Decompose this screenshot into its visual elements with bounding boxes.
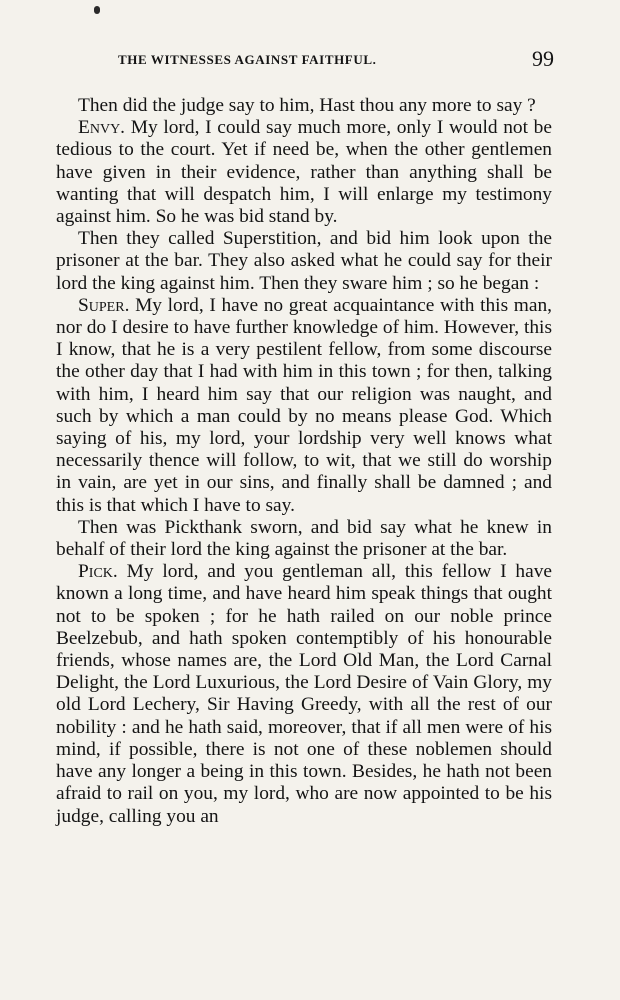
speaker-label: Pick.: [78, 561, 118, 583]
ink-speck: [94, 6, 100, 14]
paragraph-text: Then was Pickthank sworn, and bid say what he knew in behalf of their lord the king against the prisoner at the bar.: [56, 516, 552, 561]
body-text: [56, 95, 552, 828]
paragraph: [56, 117, 552, 228]
paragraph: [56, 295, 552, 517]
paragraph: [56, 517, 552, 561]
running-title: THE WITNESSES AGAINST FAITHFUL.: [118, 52, 377, 67]
page-header: [0, 46, 620, 76]
page-number: 99: [532, 46, 554, 71]
paragraph: [56, 95, 552, 117]
paragraph-text: Then they called Superstition, and bid him look upon the prisoner at the bar. They also asked what he could say for their lord the king against him. Then they sware him ; so he began :: [56, 228, 552, 294]
paragraph: [56, 228, 552, 295]
paragraph-text: My lord, I could say much more, only I would not be tedious to the court. Yet if need be, when the other gentlemen have given in their evidence, rather than anything shall be wanting that will despatch him, I will enlarge my testimony against him. So he was bid stand by.: [56, 117, 552, 228]
speaker-label: Super.: [78, 294, 130, 316]
paragraph-text: My lord, I have no great acquaintance with this man, nor do I desire to have further knowledge of him. However, this I know, that he is a very pestilent fellow, from some discourse the other day that I had with him in this town ; for then, talking with him, I heard him say that our religion was naught, and such by which a man could by no means please God. Which saying of his, my lord, your lordship very well knows what necessarily thence will follow, to wit, that we still do worship in vain, are yet in our sins, and finally shall be damned ; and this is that which I have to say.: [56, 294, 552, 516]
paragraph-text: My lord, and you gentleman all, this fellow I have known a long time, and have heard him speak things that ought not to be spoken ; for he hath railed on our noble prince Beelzebub, and hath spoken contemptibly of his honourable friends, whose names are, the Lord Old Man, the Lord Carnal Delight, the Lord Luxurious, the Lord Desire of Vain Glory, my old Lord Lechery, Sir Having Greedy, with all the rest of our nobility : and he hath said, moreover, that if all men were of his mind, if possible, there is not one of these noblemen should have any longer a being in this town. Besides, he hath not been afraid to rail on you, my lord, who are now appointed to be his judge, calling you an: [56, 561, 552, 827]
paragraph-text: Then did the judge say to him, Hast thou any more to say ?: [78, 95, 536, 116]
speaker-label: Envy.: [78, 117, 126, 139]
paragraph: [56, 561, 552, 827]
